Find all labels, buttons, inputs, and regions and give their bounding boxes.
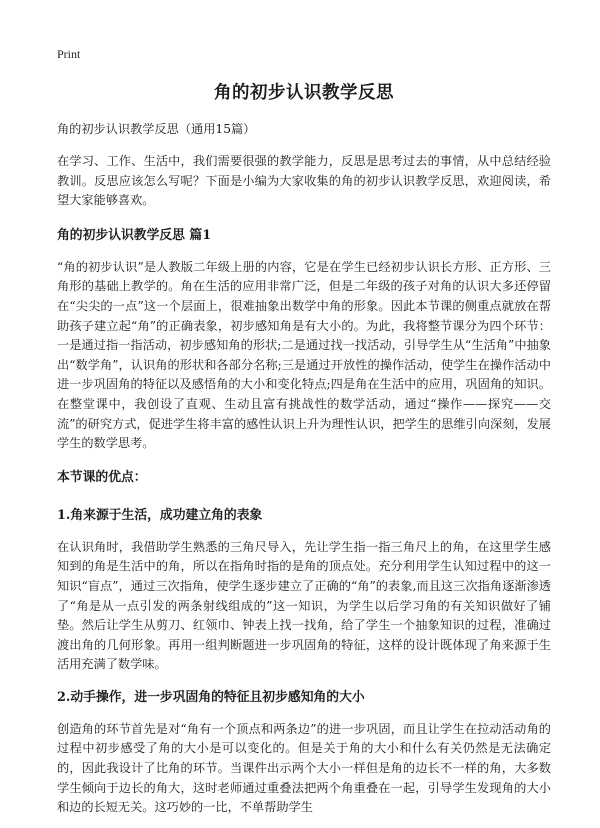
document-title: 角的初步认识教学反思 (214, 83, 394, 103)
print-link[interactable]: Print (57, 47, 81, 61)
advantages-heading: 本节课的优点： (57, 469, 147, 485)
part1-heading: 角的初步认识教学反思 篇1 (57, 227, 212, 243)
intro-paragraph: 在学习、工作、生活中，我们需要很强的教学能力，反思是思考过去的事情，从中总结经验教训。反思应该怎么写呢？下面是小编为大家收集的角的初步认识教学反思，欢迎阅读，希望大家能够喜欢。 (57, 154, 551, 208)
section2-heading: 2.动手操作，进一步巩固角的特征且初步感知角的大小 (57, 689, 365, 705)
section1-heading: 1.角来源于生活，成功建立角的表象 (57, 507, 263, 523)
section2-paragraph: 创造角的环节首先是对“角有一个顶点和两条边”的进一步巩固，而且让学生在拉动活动角的过程中初步感受了角的大小是可以变化的。但是关于角的大小和什么有关仍然是无法确定的，因此我设计了比角的环节。当课件出示两个大小一样但是角的边长不一样的角，大多数学生倾向于边长的角大，这时老师通过重叠法把两个角重叠在一起，引导学生发现角的大小和边的长短无关。这巧妙的一比，不单帮助学生 (57, 721, 551, 815)
section1-paragraph: 在认识角时，我借助学生熟悉的三角尺导入，先让学生指一指三角尺上的角，在这里学生感知到的角是生活中的角，所以在指角时指的是角的顶点处。充分利用学生认知过程中的这一知识“盲点”，通过三次指角，使学生逐步建立了正确的“角”的表象,而且这三次指角逐渐渗透了“角是从一点引发的两条射线组成的”这一知识，为学生以后学习角的有关知识做好了铺垫。然后让学生从剪刀、红领巾、钟表上找一找角，给了学生一个抽象知识的过程，准确过渡出角的几何形象。再用一组判断题进一步巩固角的特征，这样的设计既体现了角来源于生活用充满了数学味。 (57, 539, 551, 672)
part1-paragraph: “角的初步认识”是人教版二年级上册的内容，它是在学生已经初步认识长方形、正方形、三角形的基础上教学的。角在生活的应用非常广泛，但是二年级的孩子对角的认识大多还停留在“尖尖的一点”这一个层面上，很难抽象出数学中角的形象。因此本节课的侧重点就放在帮助孩子建立起“角”的正确表象，初步感知角是有大小的。为此，我将整节课分为四个环节：一是通过指一指活动，初步感知角的形状;二是通过找一找活动，引导学生从“生活角”中抽象出“数学角”，认识角的形状和各部分名称;三是通过开放性的操作活动，使学生在操作活动中进一步巩固角的特征以及感悟角的大小和变化特点;四是角在生活中的应用，巩固角的知识。在整堂课中，我创设了直观、生动且富有挑战性的数学活动，通过“操作——探究——交流”的研究方式，促进学生将丰富的感性认识上升为理性认识，把学生的思维引向深刻，发展学生的数学思考。 (57, 259, 551, 451)
document-page (57, 82, 551, 818)
document-subtitle: 角的初步认识教学反思（通用15篇） (57, 122, 256, 136)
